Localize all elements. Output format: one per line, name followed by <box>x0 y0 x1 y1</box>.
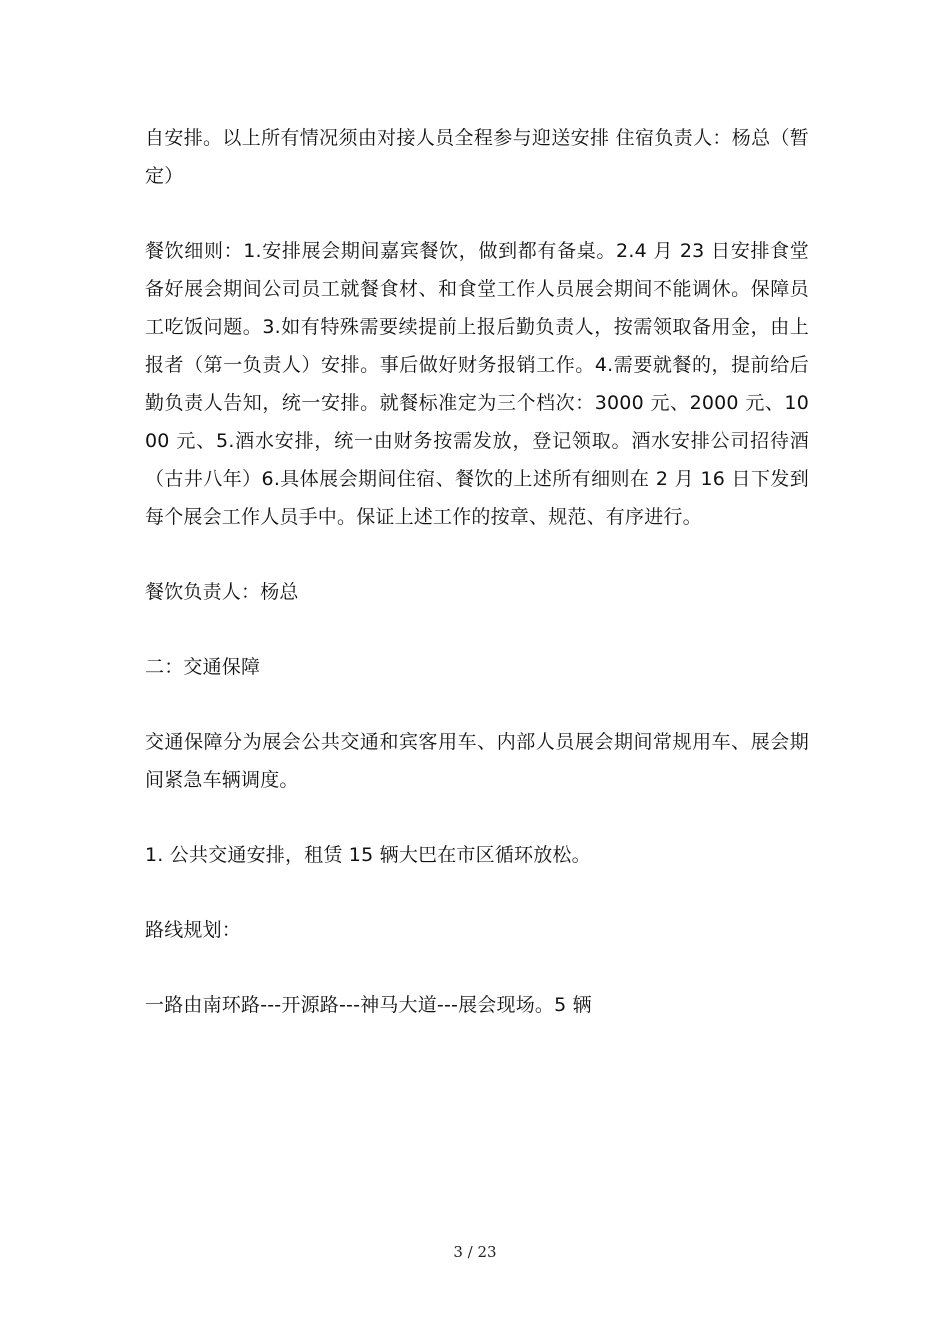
paragraph-route-heading: 路线规划： <box>145 919 242 941</box>
paragraph-accommodation-tail: 自安排。以上所有情况须由对接人员全程参与迎送安排 住宿负责人：杨总（暂定） <box>145 127 809 187</box>
section-heading-transport: 二：交通保障 <box>145 656 261 678</box>
paragraph-catering-details: 餐饮细则：1.安排展会期间嘉宾餐饮，做到都有备桌。2.4 月 23 日安排食堂备好展会期间公司员工就餐食材、和食堂工作人员展会期间不能调休。保障员工吃饭问题。3.如有特殊需要续提前上报后勤负责人，按需领取备用金，由上报者（第一负责人）安排。事后做好财务报销工作。4.需要就餐的，提前给后勤负责人告知，统一安排。就餐标准定为三个档次：3000 元、2000 元、1000 元、5.酒水安排，统一由财务按需发放，登记领取。酒水安排公司招待酒（古井八年）6.具体展会期间住宿、餐饮的上述所有细则在 2 月 16 日下发到每个展会工作人员手中。保证上述工作的按章、规范、有序进行。 <box>145 240 809 528</box>
paragraph-route-one: 一路由南环路---开源路---神马大道---展会现场。5 辆 <box>145 994 592 1016</box>
paragraph-public-transport: 1. 公共交通安排，租赁 15 辆大巴在市区循环放松。 <box>145 844 591 866</box>
paragraph-catering-owner: 餐饮负责人：杨总 <box>145 581 299 603</box>
paragraph-transport-overview: 交通保障分为展会公共交通和宾客用车、内部人员展会期间常规用车、展会期间紧急车辆调度。 <box>145 731 809 791</box>
document-body <box>145 119 809 1061</box>
page-number: 3 / 23 <box>453 1243 497 1261</box>
